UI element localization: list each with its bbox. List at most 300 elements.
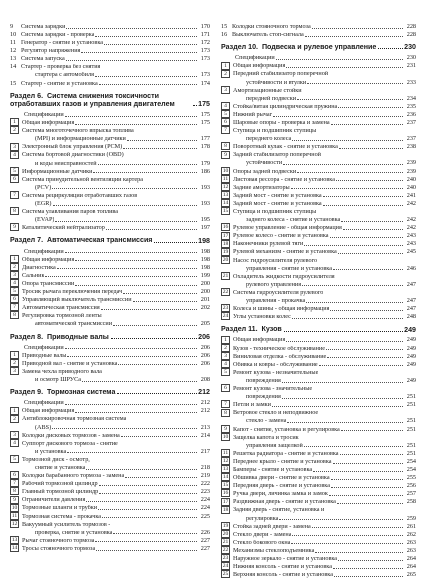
leader-dots [154, 242, 197, 243]
leader-dots [101, 309, 197, 310]
entry-number: 21 [222, 539, 229, 546]
entry-title: повреждения [246, 377, 281, 384]
toc-entry [10, 183, 210, 191]
entry-number: 17 [222, 232, 229, 239]
entry-number: 2 [10, 359, 19, 367]
entry-title: заднего колеса - снятие и установка [246, 217, 341, 224]
page-number: 172 [200, 39, 210, 47]
entry-title: Общая информация [233, 337, 286, 344]
page-number: 228 [406, 30, 416, 38]
entry-number: 13 [222, 192, 229, 199]
entry-number: 9 [221, 425, 230, 433]
section-heading [10, 388, 210, 396]
leader-dots [286, 341, 403, 342]
toc-entry [10, 431, 210, 439]
toc-entry [221, 280, 416, 288]
entry-title: Выключатель стоп-сигнала [232, 31, 304, 38]
toc-entry [221, 368, 416, 376]
leader-dots [52, 428, 197, 429]
leader-dots [65, 116, 197, 117]
entry-number: 2 [221, 70, 230, 78]
leader-dots [329, 495, 403, 496]
page-number: 242 [406, 216, 416, 224]
page-number: 236 [406, 110, 416, 118]
entry-title: Колодки барабанного тормоза - замена [22, 473, 125, 480]
page-number: 248 [406, 313, 416, 321]
toc-entry [221, 449, 416, 457]
page-number: 222 [200, 480, 210, 488]
toc-entry [221, 570, 416, 578]
toc-entry [10, 487, 210, 495]
entry-number: 14 [222, 200, 229, 207]
entry-title: Колодки дисковых тормозов - замена [22, 432, 120, 439]
entry-number: 10 [222, 167, 229, 174]
toc-entry [10, 118, 210, 126]
toc-entry [221, 272, 416, 280]
entry-title: регулировка [246, 515, 279, 522]
leader-dots [45, 276, 197, 277]
page-number: 212 [198, 388, 210, 397]
toc-entry [221, 384, 416, 392]
entry-number: 9 [10, 22, 14, 30]
toc-entry [221, 167, 416, 175]
leader-dots [331, 487, 403, 488]
page-number: 247 [406, 305, 416, 313]
entry-number: 9 [10, 223, 19, 231]
leader-dots [305, 36, 403, 37]
toc-entry [221, 473, 416, 481]
toc-entry [221, 312, 416, 320]
leader-dots [330, 310, 403, 311]
leader-dots [304, 245, 403, 246]
section-title [10, 92, 191, 108]
entry-number: 1 [10, 255, 19, 263]
entry-title: Вакуумный усилитель тормозов - [22, 521, 111, 528]
entry-number: 18 [222, 240, 229, 247]
page-number: 193 [200, 199, 210, 207]
entry-number: 7 [10, 191, 19, 199]
entry-title: Решетка радиатора - снятие и установка [233, 450, 339, 457]
entry-title: устойчивости [246, 160, 283, 167]
page-number: 208 [200, 375, 210, 383]
toc-entry [221, 142, 416, 150]
entry-title: Наконечники рулевой тяги [233, 241, 304, 248]
entry-number: 3 [10, 367, 19, 375]
leader-dots [323, 205, 403, 206]
entry-number: 3 [10, 271, 19, 279]
leader-dots [279, 519, 403, 520]
leader-dots [127, 140, 197, 141]
toc-entry [10, 351, 210, 359]
page-number: 206 [200, 359, 210, 367]
entry-title: Тормозной диск - осмотр, [22, 456, 90, 463]
entry-title: Общая информация [22, 120, 75, 127]
page-number: 263 [406, 538, 416, 546]
entry-title: снятие и установка [35, 464, 86, 471]
entry-number: 25 [222, 571, 229, 578]
toc-entry [10, 455, 210, 463]
page-number: 178 [200, 143, 210, 151]
page-number: 259 [406, 514, 416, 522]
toc-entry [10, 495, 210, 503]
toc-entry [221, 53, 416, 61]
leader-dots [330, 237, 403, 238]
leader-dots [292, 318, 403, 319]
entry-number: 17 [222, 498, 229, 505]
section-title [221, 43, 376, 51]
entry-title: Главный тормозной цилиндр [22, 489, 99, 496]
toc-entry [10, 287, 210, 295]
entry-number: 8 [10, 207, 19, 215]
entry-title: Ремонт кузова - незначительные [233, 369, 319, 376]
leader-dots [53, 205, 198, 206]
entry-number: 11 [10, 39, 16, 47]
leader-dots [337, 503, 403, 504]
leader-dots [75, 412, 197, 413]
toc-entry [221, 240, 416, 248]
page-number: 254 [406, 465, 416, 473]
entry-title: Ветровое стекло и неподвижное [233, 410, 319, 417]
entry-title: и коды неисправностей [35, 160, 97, 167]
entry-title: Система зарядки - проверка [21, 31, 95, 38]
toc-entry [10, 79, 210, 87]
entry-number: 12 [11, 520, 18, 527]
leader-dots [66, 28, 197, 29]
page-number: 213 [200, 423, 210, 431]
entry-title: Система многоточечного впрыска топлива [22, 128, 134, 135]
toc-entry [221, 546, 416, 554]
entry-number: 16 [221, 30, 228, 38]
entry-number: 7 [221, 126, 230, 134]
entry-number: 7 [221, 400, 230, 408]
leader-dots [118, 364, 197, 365]
page-number: 200 [200, 279, 210, 287]
entry-number: 12 [222, 458, 229, 465]
entry-number: 16 [222, 224, 229, 231]
entry-title: Спецификации [24, 111, 64, 118]
entry-title: проверка, снятие и установка [35, 529, 113, 536]
page-number: 198 [200, 263, 210, 271]
leader-dots [334, 576, 403, 577]
toc-entry [10, 126, 210, 134]
entry-number: 10 [11, 504, 18, 511]
entry-title: Стекло двери - замена [233, 531, 292, 538]
section-label: Раздел 10. [221, 43, 258, 52]
leader-dots [93, 172, 197, 173]
toc-left-column [10, 22, 210, 552]
page-number: 173 [200, 55, 210, 63]
entry-number: 24 [222, 563, 229, 570]
entry-title: Рулевое колесо - снятие и установка [233, 233, 329, 240]
entry-number: 21 [222, 272, 229, 279]
page-number: 261 [406, 522, 416, 530]
leader-dots [111, 338, 197, 339]
page-number: 249 [406, 352, 416, 360]
toc-entry [221, 126, 416, 134]
toc-entry [10, 528, 210, 536]
toc-entry [10, 215, 210, 223]
leader-dots [339, 148, 403, 149]
page-number: 230 [406, 54, 416, 62]
toc-entry [10, 303, 210, 311]
entry-number: 5 [10, 167, 19, 175]
page-number: 233 [406, 78, 416, 86]
entry-title: Каталитический нейтрализатор [22, 225, 105, 232]
page-number: 249 [406, 360, 416, 368]
entry-title: Тросик рычага переключения передач [22, 288, 123, 295]
entry-title: Нижняя консоль - снятие и установка [233, 564, 332, 571]
leader-dots [312, 527, 403, 528]
entry-title: Приводные валы [22, 352, 67, 359]
section-heading [221, 43, 416, 51]
toc-entry [221, 392, 416, 400]
leader-dots [378, 48, 403, 49]
page-number: 225 [200, 512, 210, 520]
entry-number: 15 [222, 208, 229, 215]
page-number: 242 [406, 224, 416, 232]
entry-title: (EGR) [35, 200, 52, 207]
leader-dots [113, 325, 197, 326]
page-number: 202 [200, 304, 210, 312]
leader-dots [82, 381, 197, 382]
entry-number: 20 [222, 256, 229, 263]
page-number: 217 [200, 447, 210, 455]
entry-title: Опоры задней подвески [233, 168, 297, 175]
entry-title: Регулятор напряжения [21, 48, 81, 55]
leader-dots [55, 221, 197, 222]
entry-title: Бамперы - снятие и установка [233, 466, 313, 473]
section-name: Система снижения токсичности отработавших газов и управления двигателем [10, 91, 175, 108]
entry-title: Ремонт кузова - значительные [233, 386, 313, 393]
entry-number: 15 [222, 482, 229, 489]
entry-title: Спецификации [24, 248, 64, 255]
section-heading [221, 325, 416, 333]
page-number: 243 [406, 232, 416, 240]
leader-dots [95, 76, 197, 77]
entry-title: Система зарядки [21, 23, 66, 30]
entry-title: Рулевое управление - общая информация [233, 225, 342, 232]
entry-title: стекло - замена [246, 418, 287, 425]
entry-number: 16 [222, 490, 229, 497]
leader-dots [52, 188, 197, 189]
entry-title: Верхняя консоль - снятие и установка [233, 572, 333, 578]
page-number: 237 [406, 118, 416, 126]
entry-number: 2 [221, 344, 230, 352]
toc-entry [10, 159, 210, 167]
leader-dots [282, 398, 403, 399]
leader-dots [284, 331, 403, 332]
entry-title: рулевого управления [246, 281, 302, 288]
toc-entry [221, 94, 416, 102]
toc-entry [221, 175, 416, 183]
toc-entry [221, 288, 416, 296]
page-number: 249 [406, 336, 416, 344]
page-number: 177 [200, 135, 210, 143]
page-number: 175 [200, 110, 210, 118]
entry-title: Ступица и подшипник ступицы [233, 209, 317, 216]
entry-title: (EVAP) [35, 217, 55, 224]
page-number: 226 [200, 528, 210, 536]
entry-number: 6 [221, 118, 230, 126]
toc-entry [221, 264, 416, 272]
leader-dots [313, 471, 403, 472]
leader-dots [65, 252, 197, 253]
leader-dots [282, 382, 403, 383]
leader-dots [99, 485, 197, 486]
entry-title: Диагностика [22, 264, 56, 271]
entry-title: Спецификации [24, 400, 64, 407]
page-number: 251 [406, 449, 416, 457]
page-number: 249 [406, 344, 416, 352]
entry-title: Задний мост - снятие и установка [233, 200, 322, 207]
page-number: 175 [198, 99, 210, 108]
leader-dots [125, 477, 197, 478]
leader-dots [306, 302, 403, 303]
entry-number: 9 [221, 151, 230, 159]
entry-title: Обивка и ковры - обслуживание [233, 361, 318, 368]
entry-title: Общая информация [233, 63, 286, 70]
entry-number: 10 [222, 433, 229, 440]
page-number: 251 [406, 425, 416, 433]
toc-entry [10, 191, 210, 199]
section-label: Раздел 6. [10, 91, 44, 100]
page-number: 257 [406, 490, 416, 498]
entry-title: Переднее крыло - снятие и установка [233, 458, 332, 465]
leader-dots [96, 550, 197, 551]
toc-entry [221, 207, 416, 215]
entry-title: Рулевой механизм - снятие и установка [233, 249, 337, 256]
toc-entry [10, 406, 210, 414]
toc-entry [221, 150, 416, 158]
page-number: 243 [406, 240, 416, 248]
toc-entry [221, 118, 416, 126]
leader-dots [319, 365, 403, 366]
page-number: 173 [200, 71, 210, 79]
entry-number: 1 [221, 336, 230, 344]
leader-dots [75, 124, 197, 125]
entry-number: 2 [10, 263, 19, 271]
section-heading [10, 92, 210, 108]
page-number: 251 [406, 417, 416, 425]
page-number: 197 [200, 224, 210, 232]
leader-dots [341, 430, 403, 431]
toc-entry [221, 465, 416, 473]
page-number: 254 [406, 457, 416, 465]
leader-dots [291, 543, 403, 544]
leader-dots [75, 260, 197, 261]
toc-entry [221, 223, 416, 231]
section-title [10, 236, 152, 244]
entry-title: Кузов - техническое обслуживание [233, 345, 325, 352]
leader-dots [65, 404, 197, 405]
toc-entry [10, 439, 210, 447]
toc-entry [221, 425, 416, 433]
toc-entry [10, 447, 210, 455]
page-number: 228 [406, 22, 416, 30]
entry-number: 13 [222, 466, 229, 473]
page-number: 195 [200, 216, 210, 224]
page-number: 256 [406, 482, 416, 490]
toc-entry [221, 400, 416, 408]
leader-dots [297, 172, 403, 173]
leader-dots [327, 357, 403, 358]
page-number: 240 [406, 175, 416, 183]
entry-title: Генератор - снятие и установка [21, 40, 103, 47]
entry-title: Система бортовой диагностики (OBD) [22, 152, 124, 159]
section-name: Автоматическая трансмиссия [47, 236, 153, 245]
page-number: 247 [406, 280, 416, 288]
page-number: 206 [200, 343, 210, 351]
toc-entry [10, 367, 210, 375]
page-number: 241 [406, 191, 416, 199]
page-number: 224 [200, 504, 210, 512]
entry-title: Спецификации [24, 344, 64, 351]
leader-dots [338, 253, 403, 254]
toc-entry [10, 22, 210, 30]
toc-entry [221, 336, 416, 344]
leader-dots [65, 348, 197, 349]
entry-title: Механизмы стеклоподъемника [233, 547, 315, 554]
entry-title: Тросы стояночного тормоза [22, 545, 96, 552]
toc-entry [10, 311, 210, 319]
page-number: 264 [406, 555, 416, 563]
entry-number: 1 [10, 407, 19, 415]
toc-entry [221, 538, 416, 546]
entry-number: 24 [222, 313, 229, 320]
entry-title: Капот - снятие, установка и регулировка [233, 426, 340, 433]
leader-dots [67, 356, 197, 357]
entry-number: 5 [10, 455, 19, 463]
entry-number: 7 [10, 479, 19, 487]
page-number: 251 [406, 401, 416, 409]
page-number: 198 [198, 236, 210, 245]
entry-title: и осмотр ШРУСа [35, 376, 81, 383]
leader-dots [81, 52, 197, 53]
leader-dots [323, 196, 403, 197]
toc-entry [10, 504, 210, 512]
page-number: 245 [406, 248, 416, 256]
entry-title: Система принудительной вентиляции картера [22, 176, 143, 183]
toc-entry [10, 271, 210, 279]
entry-title: Листовая рессора - снятие и установка [233, 176, 335, 183]
entry-title: Передний стабилизатор поперечной [233, 71, 329, 78]
entry-title: Виниловая отделка - обслуживание [233, 353, 327, 360]
toc-entry [221, 506, 416, 514]
entry-title: Управляющий выключатель трансмиссии [22, 297, 132, 304]
page-number: 193 [200, 183, 210, 191]
entry-title: Система гидроусилителя рулевого [233, 289, 324, 296]
entry-number: 11 [11, 512, 18, 519]
page-number: 255 [406, 474, 416, 482]
toc-entry [221, 360, 416, 368]
toc-entry [10, 30, 210, 38]
entry-title: управления - прокачка [246, 298, 306, 305]
entry-title: Спецификации [235, 55, 275, 62]
toc-entry [221, 304, 416, 312]
leader-dots [106, 229, 197, 230]
toc-entry [10, 110, 210, 118]
leader-dots [123, 293, 197, 294]
page-number: 249 [404, 325, 416, 334]
entry-number: 8 [10, 311, 19, 319]
toc-entry [221, 530, 416, 538]
entry-number: 12 [10, 47, 17, 55]
leader-dots [302, 285, 403, 286]
toc-entry [221, 344, 416, 352]
leader-dots [326, 349, 403, 350]
entry-number: 4 [10, 279, 19, 287]
page-number: 200 [200, 287, 210, 295]
